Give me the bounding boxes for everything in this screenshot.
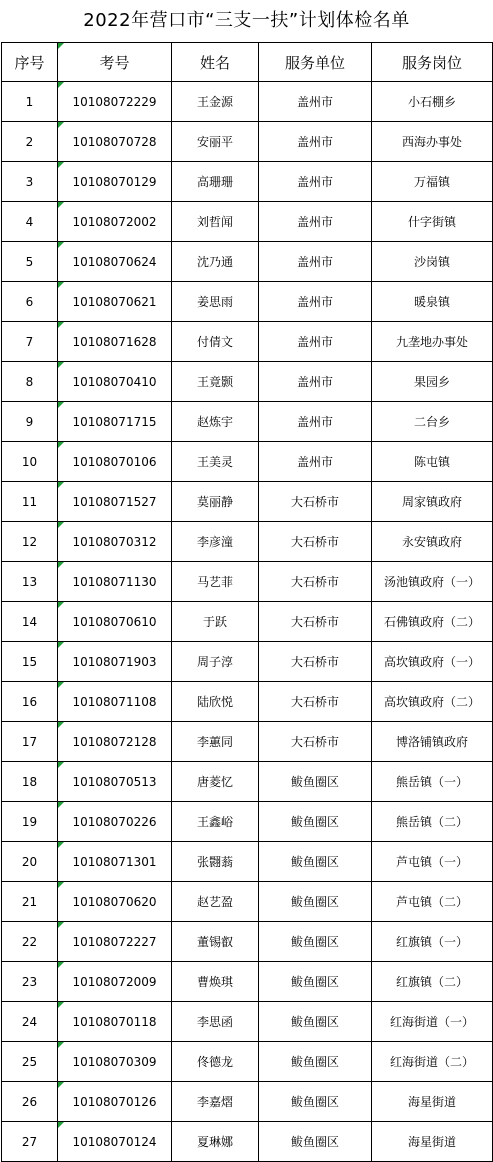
cell-name: 唐菱忆	[172, 762, 259, 802]
cell-exam-number: 10108070312	[58, 522, 172, 562]
cell-exam-number: 10108071301	[58, 842, 172, 882]
cell-service-post: 万福镇	[372, 162, 493, 202]
cell-service-post: 红海街道（二）	[372, 1042, 493, 1082]
cell-exam-number: 10108070118	[58, 1002, 172, 1042]
cell-service-post: 九垄地办事处	[372, 322, 493, 362]
cell-name: 高珊珊	[172, 162, 259, 202]
cell-name: 刘哲闻	[172, 202, 259, 242]
cell-name: 赵艺盈	[172, 882, 259, 922]
cell-exam-number: 10108070728	[58, 122, 172, 162]
cell-service-post: 红旗镇（二）	[372, 962, 493, 1002]
cell-service-unit: 鲅鱼圈区	[259, 962, 372, 1002]
cell-no: 6	[2, 282, 58, 322]
cell-service-post: 汤池镇政府（一）	[372, 562, 493, 602]
cell-service-post: 陈屯镇	[372, 442, 493, 482]
table-row	[2, 842, 493, 882]
table-row	[2, 722, 493, 762]
cell-service-post: 红海街道（一）	[372, 1002, 493, 1042]
cell-no: 11	[2, 482, 58, 522]
cell-exam-number: 10108070126	[58, 1082, 172, 1122]
cell-service-post: 周家镇政府	[372, 482, 493, 522]
table-row	[2, 1002, 493, 1042]
table-row	[2, 602, 493, 642]
roster-table	[1, 42, 493, 1162]
cell-no: 27	[2, 1122, 58, 1162]
cell-service-unit: 鲅鱼圈区	[259, 1042, 372, 1082]
cell-service-unit: 鲅鱼圈区	[259, 842, 372, 882]
cell-name: 付倩文	[172, 322, 259, 362]
cell-no: 8	[2, 362, 58, 402]
cell-exam-number: 10108070410	[58, 362, 172, 402]
table-row	[2, 1082, 493, 1122]
cell-no: 7	[2, 322, 58, 362]
table-row	[2, 922, 493, 962]
cell-service-unit: 鲅鱼圈区	[259, 762, 372, 802]
table-body	[2, 82, 493, 1162]
cell-service-unit: 盖州市	[259, 202, 372, 242]
cell-service-unit: 盖州市	[259, 442, 372, 482]
cell-service-unit: 盖州市	[259, 362, 372, 402]
table-row	[2, 882, 493, 922]
cell-service-post: 芦屯镇（一）	[372, 842, 493, 882]
cell-no: 15	[2, 642, 58, 682]
cell-no: 5	[2, 242, 58, 282]
cell-exam-number: 10108070624	[58, 242, 172, 282]
cell-name: 周子淳	[172, 642, 259, 682]
cell-exam-number: 10108070226	[58, 802, 172, 842]
table-row	[2, 642, 493, 682]
cell-exam-number: 10108071715	[58, 402, 172, 442]
cell-service-unit: 盖州市	[259, 162, 372, 202]
column-header-no: 序号	[2, 43, 58, 82]
cell-name: 董锡叡	[172, 922, 259, 962]
column-header-service-post: 服务岗位	[372, 43, 493, 82]
cell-no: 24	[2, 1002, 58, 1042]
cell-exam-number: 10108071628	[58, 322, 172, 362]
table-row	[2, 122, 493, 162]
cell-service-unit: 大石桥市	[259, 602, 372, 642]
cell-service-post: 熊岳镇（二）	[372, 802, 493, 842]
cell-no: 9	[2, 402, 58, 442]
table-row	[2, 802, 493, 842]
cell-exam-number: 10108071527	[58, 482, 172, 522]
cell-no: 10	[2, 442, 58, 482]
cell-name: 姜思雨	[172, 282, 259, 322]
cell-service-unit: 盖州市	[259, 322, 372, 362]
cell-no: 2	[2, 122, 58, 162]
cell-service-unit: 鲅鱼圈区	[259, 1082, 372, 1122]
cell-exam-number: 10108072009	[58, 962, 172, 1002]
cell-name: 赵炼宇	[172, 402, 259, 442]
cell-service-post: 高坎镇政府（一）	[372, 642, 493, 682]
cell-name: 陆欣悦	[172, 682, 259, 722]
column-header-exam-number: 考号	[58, 43, 172, 82]
cell-no: 23	[2, 962, 58, 1002]
column-header-name: 姓名	[172, 43, 259, 82]
cell-no: 1	[2, 82, 58, 122]
table-row	[2, 282, 493, 322]
cell-exam-number: 10108072002	[58, 202, 172, 242]
cell-name: 李蕙同	[172, 722, 259, 762]
cell-name: 夏琳娜	[172, 1122, 259, 1162]
column-header-service-unit: 服务单位	[259, 43, 372, 82]
cell-service-unit: 鲅鱼圈区	[259, 1002, 372, 1042]
cell-service-unit: 大石桥市	[259, 722, 372, 762]
table-row	[2, 162, 493, 202]
cell-service-unit: 鲅鱼圈区	[259, 882, 372, 922]
cell-service-post: 海星街道	[372, 1122, 493, 1162]
cell-exam-number: 10108070621	[58, 282, 172, 322]
table-row	[2, 362, 493, 402]
cell-service-post: 沙岗镇	[372, 242, 493, 282]
cell-name: 张翾蓊	[172, 842, 259, 882]
cell-name: 李思函	[172, 1002, 259, 1042]
cell-service-post: 西海办事处	[372, 122, 493, 162]
table-row	[2, 1042, 493, 1082]
cell-name: 王鑫峪	[172, 802, 259, 842]
cell-no: 20	[2, 842, 58, 882]
cell-service-unit: 大石桥市	[259, 642, 372, 682]
cell-exam-number: 10108071108	[58, 682, 172, 722]
table-row	[2, 482, 493, 522]
cell-service-post: 小石棚乡	[372, 82, 493, 122]
cell-service-unit: 大石桥市	[259, 562, 372, 602]
cell-service-unit: 盖州市	[259, 402, 372, 442]
cell-no: 22	[2, 922, 58, 962]
cell-no: 12	[2, 522, 58, 562]
table-row	[2, 522, 493, 562]
table-row	[2, 1122, 493, 1162]
table-row	[2, 442, 493, 482]
cell-service-post: 果园乡	[372, 362, 493, 402]
cell-exam-number: 10108070129	[58, 162, 172, 202]
table-row	[2, 82, 493, 122]
cell-exam-number: 10108071130	[58, 562, 172, 602]
cell-exam-number: 10108070106	[58, 442, 172, 482]
cell-name: 王美灵	[172, 442, 259, 482]
cell-exam-number: 10108070620	[58, 882, 172, 922]
cell-no: 26	[2, 1082, 58, 1122]
cell-exam-number: 10108071903	[58, 642, 172, 682]
cell-name: 李彦潼	[172, 522, 259, 562]
cell-service-unit: 鲅鱼圈区	[259, 802, 372, 842]
cell-exam-number: 10108072128	[58, 722, 172, 762]
cell-name: 马艺菲	[172, 562, 259, 602]
cell-name: 佟德龙	[172, 1042, 259, 1082]
table-row	[2, 242, 493, 282]
cell-name: 王竟颢	[172, 362, 259, 402]
cell-no: 14	[2, 602, 58, 642]
cell-service-unit: 大石桥市	[259, 522, 372, 562]
cell-service-post: 暖泉镇	[372, 282, 493, 322]
cell-service-post: 海星街道	[372, 1082, 493, 1122]
cell-name: 安丽平	[172, 122, 259, 162]
table-row	[2, 202, 493, 242]
cell-service-post: 永安镇政府	[372, 522, 493, 562]
cell-service-unit: 大石桥市	[259, 482, 372, 522]
cell-exam-number: 10108070610	[58, 602, 172, 642]
cell-no: 17	[2, 722, 58, 762]
cell-service-unit: 盖州市	[259, 242, 372, 282]
cell-name: 曹焕琪	[172, 962, 259, 1002]
table-row	[2, 402, 493, 442]
cell-service-post: 芦屯镇（二）	[372, 882, 493, 922]
cell-no: 13	[2, 562, 58, 602]
cell-exam-number: 10108072227	[58, 922, 172, 962]
cell-service-post: 什字街镇	[372, 202, 493, 242]
cell-no: 16	[2, 682, 58, 722]
cell-no: 25	[2, 1042, 58, 1082]
cell-name: 莫丽静	[172, 482, 259, 522]
cell-service-unit: 鲅鱼圈区	[259, 922, 372, 962]
cell-no: 19	[2, 802, 58, 842]
cell-name: 于跃	[172, 602, 259, 642]
cell-no: 4	[2, 202, 58, 242]
cell-exam-number: 10108070124	[58, 1122, 172, 1162]
cell-service-post: 红旗镇（一）	[372, 922, 493, 962]
table-header-row	[2, 43, 493, 82]
cell-exam-number: 10108072229	[58, 82, 172, 122]
cell-name: 王金源	[172, 82, 259, 122]
page-title: 2022年营口市“三支一扶”计划体检名单	[83, 10, 410, 31]
cell-exam-number: 10108070309	[58, 1042, 172, 1082]
cell-no: 18	[2, 762, 58, 802]
cell-name: 沈乃通	[172, 242, 259, 282]
cell-exam-number: 10108070513	[58, 762, 172, 802]
table-row	[2, 762, 493, 802]
table-row	[2, 962, 493, 1002]
cell-service-unit: 鲅鱼圈区	[259, 1122, 372, 1162]
cell-no: 3	[2, 162, 58, 202]
cell-service-unit: 盖州市	[259, 122, 372, 162]
cell-service-post: 二台乡	[372, 402, 493, 442]
cell-service-unit: 大石桥市	[259, 682, 372, 722]
cell-service-unit: 盖州市	[259, 282, 372, 322]
table-row	[2, 562, 493, 602]
cell-service-post: 石佛镇政府（二）	[372, 602, 493, 642]
table-row	[2, 322, 493, 362]
table-row	[2, 682, 493, 722]
cell-service-post: 高坎镇政府（二）	[372, 682, 493, 722]
cell-service-post: 博洛铺镇政府	[372, 722, 493, 762]
cell-service-post: 熊岳镇（一）	[372, 762, 493, 802]
cell-name: 李嘉熠	[172, 1082, 259, 1122]
cell-no: 21	[2, 882, 58, 922]
cell-service-unit: 盖州市	[259, 82, 372, 122]
